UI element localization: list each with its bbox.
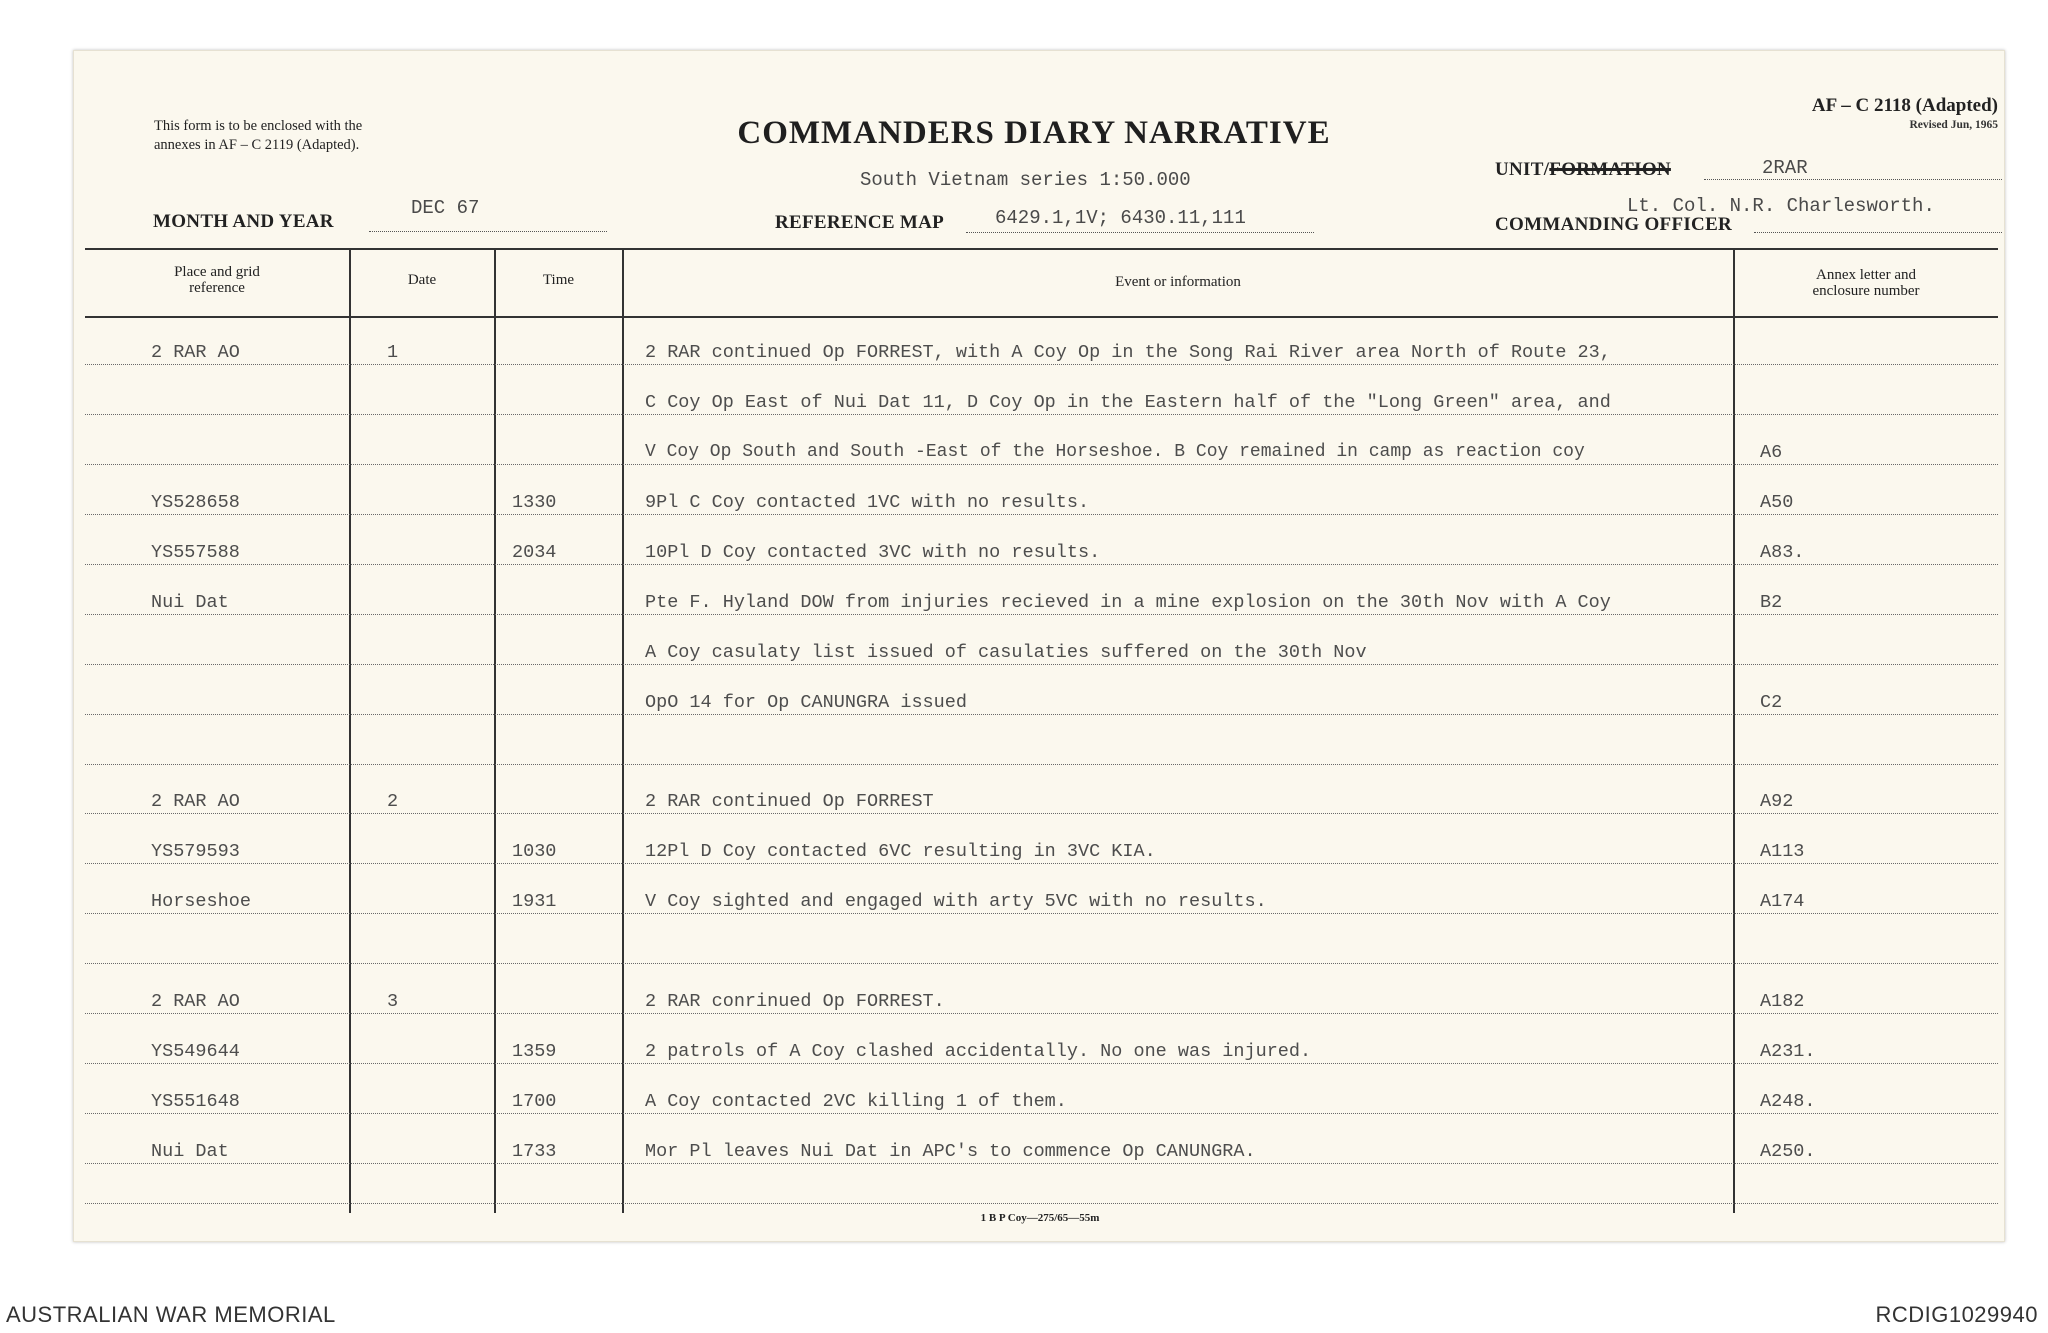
row-14-annex: A182 xyxy=(1760,991,1805,1012)
row-17-time: 1733 xyxy=(512,1141,557,1162)
row-4-time: 1330 xyxy=(512,492,557,513)
row-rule xyxy=(85,464,1998,465)
unit-label xyxy=(1495,159,1671,181)
commanding-officer-value: Lt. Col. N.R. Charlesworth. xyxy=(1627,195,1935,217)
row-6-event: Pte F. Hyland DOW from injuries recieved in a mine explosion on the 30th Nov with A Coy xyxy=(645,592,1611,613)
row-15-event: 2 patrols of A Coy clashed accidentally. No one was injured. xyxy=(645,1041,1312,1062)
diary-form-sheet xyxy=(73,50,2005,1242)
row-12-place: Horseshoe xyxy=(151,891,251,912)
row-5-annex: A83. xyxy=(1760,542,1805,563)
row-rule xyxy=(85,1113,1998,1114)
row-2-event: C Coy Op East of Nui Dat 11, D Coy Op in the Eastern half of the "Long Green" area, and xyxy=(645,392,1611,413)
row-3-event: V Coy Op South and South -East of the Horseshoe. B Coy remained in camp as reaction coy xyxy=(645,442,1585,462)
row-10-place: 2 RAR AO xyxy=(151,791,240,812)
row-11-place: YS579593 xyxy=(151,841,240,862)
commanding-officer-label: COMMANDING OFFICER xyxy=(1495,214,1733,235)
row-16-event: A Coy contacted 2VC killing 1 of them. xyxy=(645,1091,1067,1112)
row-rule xyxy=(85,614,1998,615)
table-header-rule xyxy=(85,316,1998,318)
header-place-line-1: Place and grid xyxy=(174,264,260,280)
row-rule xyxy=(85,414,1998,415)
row-1-date: 1 xyxy=(387,342,399,363)
row-6-annex: B2 xyxy=(1760,592,1783,613)
row-14-date: 3 xyxy=(387,991,399,1012)
form-instruction-note xyxy=(154,117,494,155)
header-place xyxy=(85,264,349,296)
header-annex xyxy=(1734,267,1998,299)
header-event: Event or information xyxy=(1115,274,1241,290)
row-15-time: 1359 xyxy=(512,1041,557,1062)
unit-label-prefix: UNIT/ xyxy=(1495,159,1550,180)
unit-label-struck: FORMATION xyxy=(1549,159,1671,180)
month-year-dotline xyxy=(369,231,607,232)
row-16-annex: A248. xyxy=(1760,1091,1816,1112)
row-17-annex: A250. xyxy=(1760,1141,1816,1162)
unit-dotline xyxy=(1704,179,2002,180)
row-6-place: Nui Dat xyxy=(151,592,229,613)
commanding-officer-dotline xyxy=(1754,232,2002,233)
row-4-place: YS528658 xyxy=(151,492,240,513)
reference-map-label: REFERENCE MAP xyxy=(775,212,945,233)
note-line-2: annexes in AF – C 2119 (Adapted). xyxy=(154,137,360,153)
revised-date: Revised Jun, 1965 xyxy=(1909,119,1998,131)
row-4-annex: A50 xyxy=(1760,492,1794,513)
row-11-annex: A113 xyxy=(1760,841,1805,862)
row-8-annex: C2 xyxy=(1760,692,1783,713)
header-annex-line-2: enclosure number xyxy=(1812,283,1920,299)
row-rule xyxy=(85,963,1998,964)
row-rule xyxy=(85,714,1998,715)
row-10-event: 2 RAR continued Op FORREST xyxy=(645,791,934,812)
header-time: Time xyxy=(542,272,575,288)
row-12-annex: A174 xyxy=(1760,891,1805,912)
row-rule xyxy=(85,1063,1998,1064)
page-title: COMMANDERS DIARY NARRATIVE xyxy=(737,115,1331,151)
form-number: AF – C 2118 (Adapted) xyxy=(1811,95,1998,116)
print-code: 1 B P Coy—275/65—55m xyxy=(980,1212,1100,1224)
row-1-event: 2 RAR continued Op FORREST, with A Coy Op in the Song Rai River area North of Route 23, xyxy=(645,342,1611,363)
unit-value: 2RAR xyxy=(1762,157,1808,179)
month-year-label: MONTH AND YEAR xyxy=(153,211,334,232)
column-divider-2 xyxy=(494,248,496,1213)
row-rule xyxy=(85,514,1998,515)
row-14-event: 2 RAR conrinued Op FORREST. xyxy=(645,991,945,1012)
row-rule xyxy=(85,664,1998,665)
column-divider-3 xyxy=(622,248,624,1213)
row-7-event: A Coy casulaty list issued of casulaties suffered on the 30th Nov xyxy=(645,642,1367,663)
reference-map-value: 6429.1,1V; 6430.11,111 xyxy=(995,207,1246,229)
column-divider-4 xyxy=(1733,248,1735,1213)
row-rule xyxy=(85,364,1998,365)
archive-source: AUSTRALIAN WAR MEMORIAL xyxy=(6,1302,336,1327)
row-10-date: 2 xyxy=(387,791,399,812)
row-5-place: YS557588 xyxy=(151,542,240,563)
row-5-event: 10Pl D Coy contacted 3VC with no results. xyxy=(645,542,1101,563)
row-15-annex: A231. xyxy=(1760,1041,1816,1062)
row-rule xyxy=(85,913,1998,914)
note-line-1: This form is to be enclosed with the xyxy=(154,118,363,134)
header-date: Date xyxy=(407,272,437,288)
map-series: South Vietnam series 1:50.000 xyxy=(860,169,1191,191)
header-annex-line-1: Annex letter and xyxy=(1816,267,1916,283)
row-11-time: 1030 xyxy=(512,841,557,862)
month-year-value: DEC 67 xyxy=(411,197,480,219)
row-10-annex: A92 xyxy=(1760,791,1794,812)
row-16-place: YS551648 xyxy=(151,1091,240,1112)
row-8-event: OpO 14 for Op CANUNGRA issued xyxy=(645,692,967,713)
row-rule xyxy=(85,1013,1998,1014)
row-16-time: 1700 xyxy=(512,1091,557,1112)
row-12-time: 1931 xyxy=(512,891,557,912)
row-1-place: 2 RAR AO xyxy=(151,342,240,363)
row-5-time: 2034 xyxy=(512,542,557,563)
row-rule xyxy=(85,813,1998,814)
row-rule xyxy=(85,1203,1998,1204)
reference-map-dotline xyxy=(966,232,1314,233)
row-rule xyxy=(85,764,1998,765)
row-14-place: 2 RAR AO xyxy=(151,991,240,1012)
archive-record-id: RCDIG1029940 xyxy=(1875,1302,2038,1327)
row-rule xyxy=(85,564,1998,565)
row-3-annex: A6 xyxy=(1760,442,1783,463)
table-top-rule xyxy=(85,248,1998,250)
row-4-event: 9Pl C Coy contacted 1VC with no results. xyxy=(645,492,1090,513)
row-rule xyxy=(85,863,1998,864)
header-place-line-2: reference xyxy=(189,280,245,296)
row-17-place: Nui Dat xyxy=(151,1141,229,1162)
row-12-event: V Coy sighted and engaged with arty 5VC with no results. xyxy=(645,891,1267,912)
row-11-event: 12Pl D Coy contacted 6VC resulting in 3VC KIA. xyxy=(645,841,1156,862)
column-divider-1 xyxy=(349,248,351,1213)
row-17-event: Mor Pl leaves Nui Dat in APC's to commence Op CANUNGRA. xyxy=(645,1141,1256,1162)
row-rule xyxy=(85,1163,1998,1164)
row-15-place: YS549644 xyxy=(151,1041,240,1062)
